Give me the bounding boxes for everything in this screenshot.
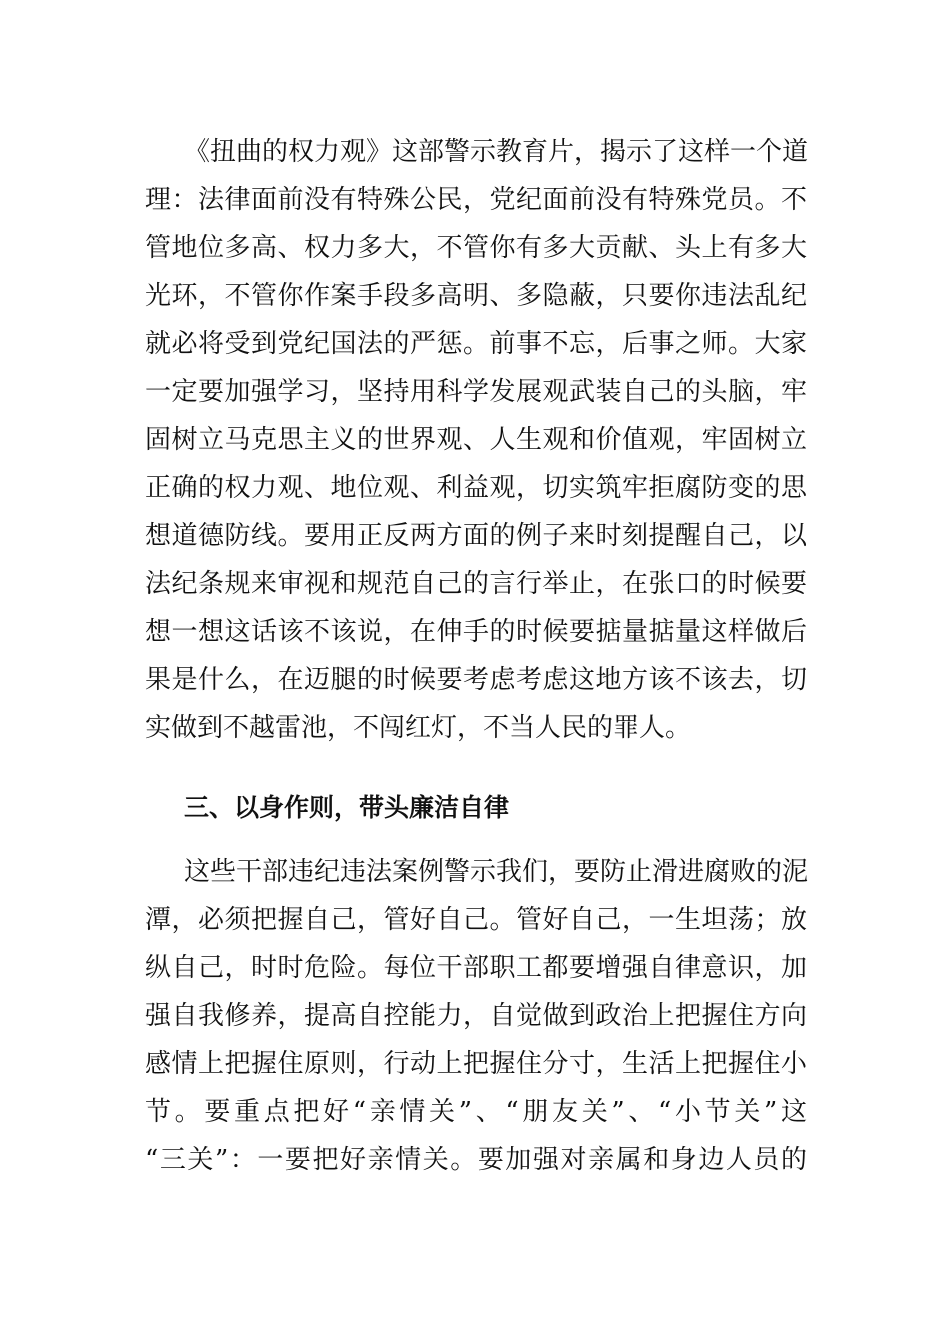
paragraph-1-line: 正确的权力观、地位观、利益观，切实筑牢拒腐防变的思 bbox=[145, 473, 807, 503]
paragraph-1-line: 管地位多高、权力多大，不管你有多大贡献、头上有多大 bbox=[145, 233, 807, 263]
paragraph-1-line: 果是什么，在迈腿的时候要考虑考虑这地方该不该去，切 bbox=[145, 665, 807, 695]
paragraph-2-line: 纵自己，时时危险。每位干部职工都要增强自律意识，加 bbox=[145, 953, 807, 983]
paragraph-1-line: 一定要加强学习，坚持用科学发展观武装自己的头脑，牢 bbox=[145, 377, 807, 407]
paragraph-1-line: 实做到不越雷池，不闯红灯，不当人民的罪人。 bbox=[145, 713, 692, 743]
paragraph-2-line: 节。要重点把好“亲情关”、“朋友关”、“小节关”这 bbox=[145, 1097, 807, 1127]
paragraph-1-line: 《扭曲的权力观》这部警示教育片，揭示了这样一个道 bbox=[184, 137, 809, 167]
paragraph-1-line: 就必将受到党纪国法的严惩。前事不忘，后事之师。大家 bbox=[145, 329, 807, 359]
paragraph-1-line: 固树立马克思主义的世界观、人生观和价值观，牢固树立 bbox=[145, 425, 807, 455]
paragraph-1-line: 法纪条规来审视和规范自己的言行举止，在张口的时候要 bbox=[145, 569, 807, 599]
paragraph-2-line: “三关”：一要把好亲情关。要加强对亲属和身边人员的 bbox=[145, 1145, 807, 1175]
paragraph-2-line: 强自我修养，提高自控能力，自觉做到政治上把握住方向 bbox=[145, 1001, 807, 1031]
paragraph-1-line: 理：法律面前没有特殊公民，党纪面前没有特殊党员。不 bbox=[145, 185, 807, 215]
paragraph-2-line: 感情上把握住原则，行动上把握住分寸，生活上把握住小 bbox=[145, 1049, 807, 1079]
section-heading: 三、以身作则，带头廉洁自律 bbox=[184, 793, 510, 822]
paragraph-2-line: 这些干部违纪违法案例警示我们，要防止滑进腐败的泥 bbox=[184, 857, 809, 887]
paragraph-1-line: 光环，不管你作案手段多高明、多隐蔽，只要你违法乱纪 bbox=[145, 281, 807, 311]
paragraph-2-line: 潭，必须把握自己，管好自己。管好自己，一生坦荡；放 bbox=[145, 905, 807, 935]
paragraph-1-line: 想一想这话该不该说，在伸手的时候要掂量掂量这样做后 bbox=[145, 617, 807, 647]
paragraph-1-line: 想道德防线。要用正反两方面的例子来时刻提醒自己，以 bbox=[145, 521, 807, 551]
